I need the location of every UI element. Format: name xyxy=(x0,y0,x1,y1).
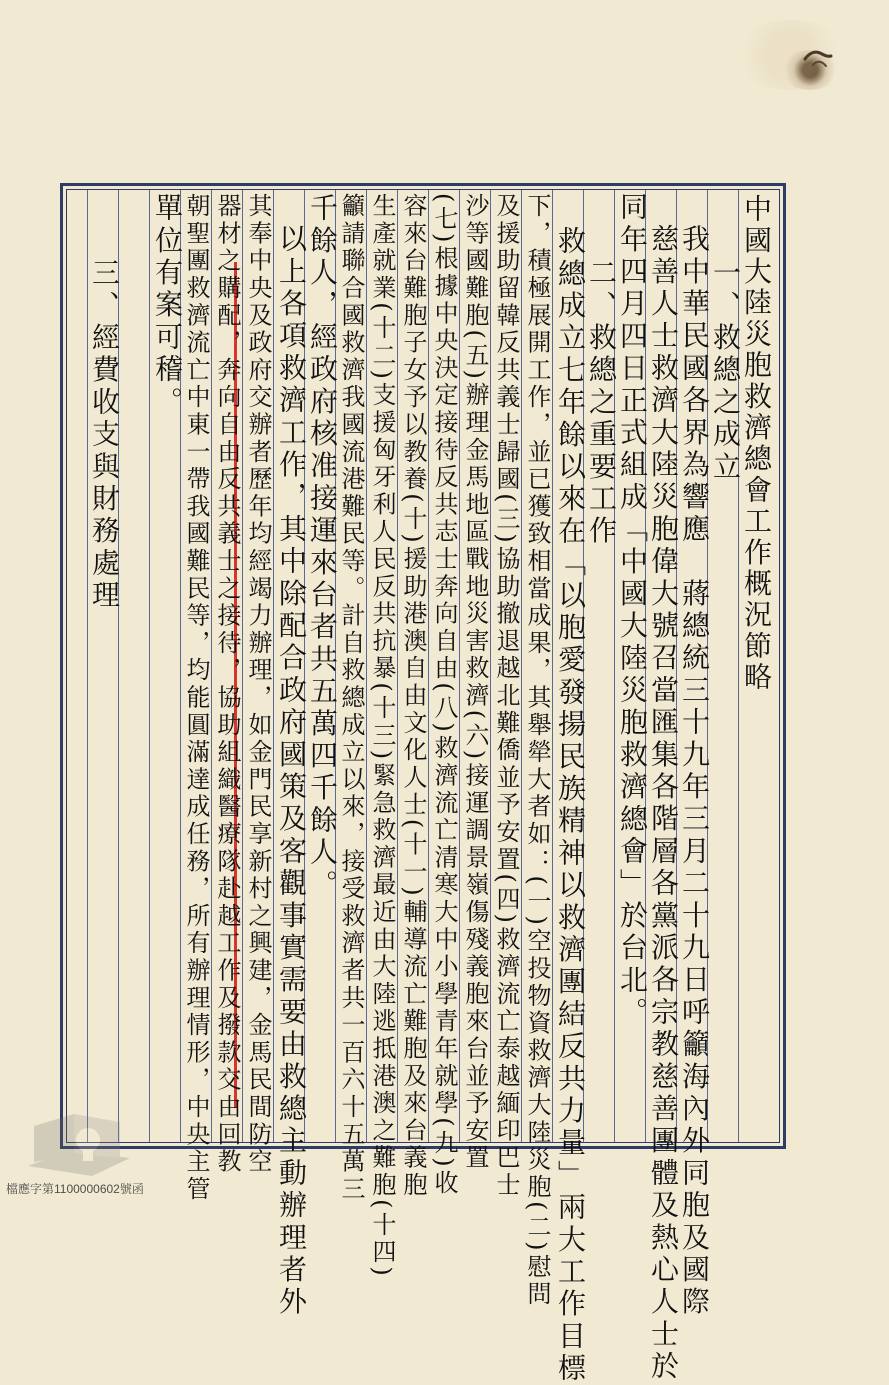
text-column: 單位有案可稽。 xyxy=(151,193,184,419)
archive-number: 檔應字第1100000602號函 xyxy=(6,1182,144,1196)
text-column: 沙等國難胞(五)辦理金馬地區戰地災害救濟(六)接運調景嶺傷殘義胞來台並予安置 xyxy=(461,193,489,1172)
ruled-line xyxy=(552,190,553,1142)
text-column: 千餘人，經政府核准接運來台者共五萬四千餘人。 xyxy=(306,193,339,902)
document-title: 中國大陸災胞救濟總會工作概況節略 xyxy=(740,194,773,694)
ruled-line xyxy=(242,190,243,1142)
text-column: 慈善人士救濟大陸災胞偉大號召當匯集各階層各黨派各宗教慈善團體及熱心人士於 xyxy=(647,224,680,1384)
archive-logo xyxy=(20,1098,140,1178)
section-heading-important-work: 二、救總之重要工作 xyxy=(585,258,618,548)
ruled-line xyxy=(459,190,460,1142)
ruled-line xyxy=(428,190,429,1142)
text-column: 籲請聯合國救濟我國流港難民等。計自救總成立以來，接受救濟者共一百六十五萬三 xyxy=(337,193,365,1204)
ruled-line xyxy=(490,190,491,1142)
text-column: 生產就業(十二)支援匈牙利人民反共抗暴(十三)緊急救濟最近由大陸逃抵港澳之難胞(十四) xyxy=(368,193,396,1280)
text-column: 下，積極展開工作，並已獲致相當成果，其舉犖大者如：(一)空投物資救濟大陸災胞(二)慰問 xyxy=(523,193,551,1309)
section-heading-finance: 三、經費收支與財務處理 xyxy=(88,258,121,613)
text-column: 器材之購配，奔向自由反共義士之接待，協助組織醫療隊赴越工作及撥款交由回教 xyxy=(213,193,241,1176)
ruled-line xyxy=(149,190,150,1142)
text-column: 朝聖團救濟流亡中東一帶我國難民等，均能圓滿達成任務，所有辦理情形，中央主管 xyxy=(182,193,210,1204)
text-column: 同年四月四日正式組成「中國大陸災胞救濟總會」於台北。 xyxy=(616,192,649,1030)
ruled-line xyxy=(273,190,274,1142)
text-column: 其奉中央及政府交辦者歷年均經竭力辦理，如金門民享新村之興建，金馬民間防空 xyxy=(244,193,272,1176)
text-column: 我中華民國各界為響應 蔣總統三十九年三月二十九日呼籲海內外同胞及國際 xyxy=(678,224,711,1319)
ruled-line xyxy=(521,190,522,1142)
ruled-line xyxy=(397,190,398,1142)
text-column: 容來台難胞子女予以教養(十)援助港澳自由文化人士(十一)輔導流亡難胞及來台義胞 xyxy=(399,193,427,1200)
text-column: 及援助留韓反共義士歸國(三)協助撤退越北難僑並予安置(四)救濟流亡泰越緬印巴士 xyxy=(492,193,520,1200)
ruled-line xyxy=(211,190,212,1142)
section-heading-establishment: 一、救總之成立 xyxy=(709,258,742,484)
text-column: 救總成立七年餘以來在「以胞愛發揚民族精神以救濟團結反共力量」兩大工作目標 xyxy=(554,226,587,1385)
text-column: 以上各項救濟工作，其中除配合政府國策及客觀事實需要由救總主動辦理者外 xyxy=(275,224,308,1319)
clip-mark xyxy=(800,45,836,79)
text-column: (七)根據中央決定接待反共志士奔向自由(八)救濟流亡清寒大中小學青年就學(九)收 xyxy=(430,193,458,1198)
ruled-line xyxy=(366,190,367,1142)
archive-stamp-area xyxy=(0,1170,889,1200)
